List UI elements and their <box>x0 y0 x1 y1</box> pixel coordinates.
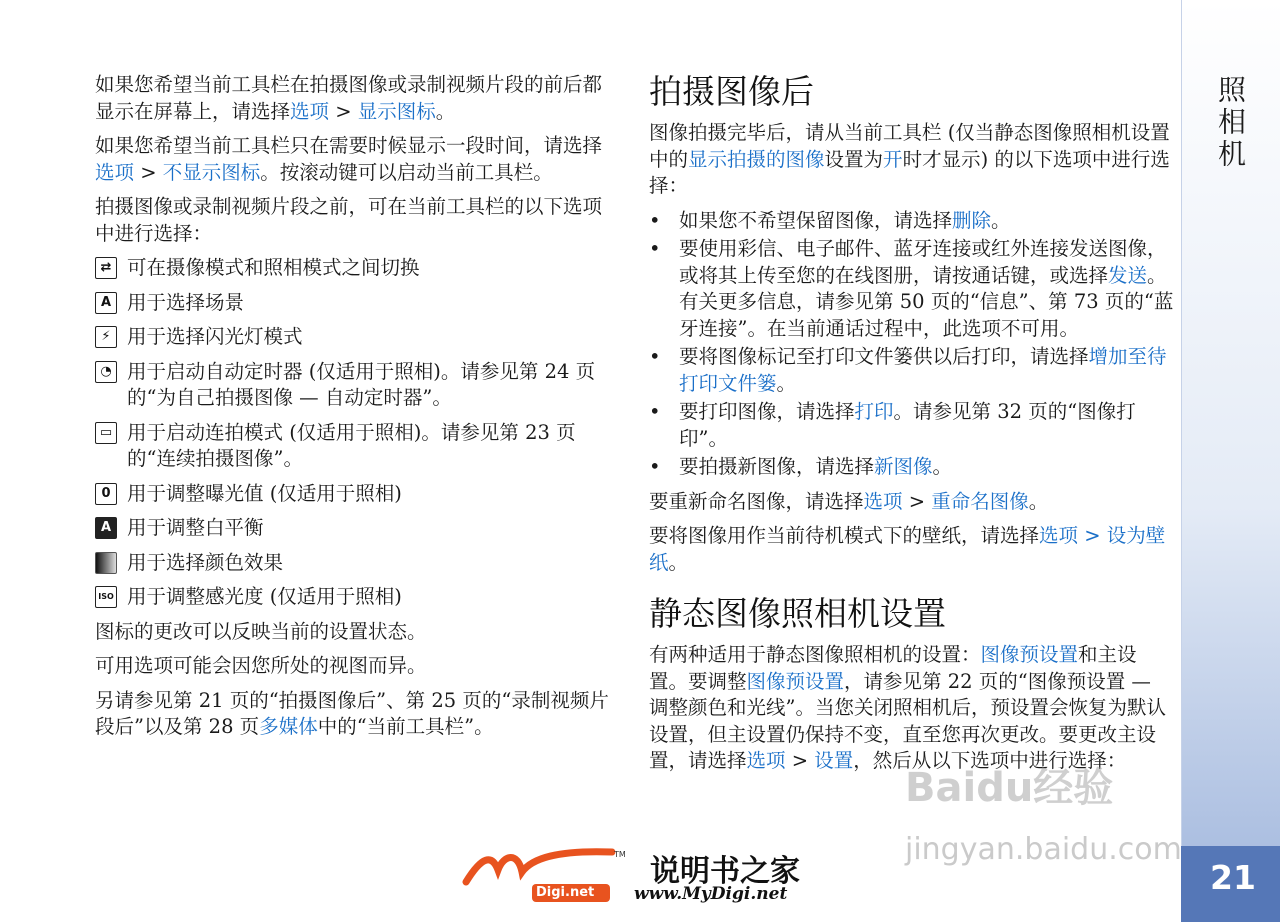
text: ，请参见第 22 页的“图像预设置 — 调整颜色和光线”。当您关闭照相机后，预设置会恢复为默认设置，但主设置仍保持不变，直至您再次更改。要更改主设置，请选择 <box>649 669 1166 772</box>
color-effect-icon <box>95 552 117 574</box>
text: 时才显示) 的以下选项中进行选择： <box>649 147 1170 197</box>
link-send[interactable]: 发送 <box>1108 263 1148 287</box>
text: 。请参见第 32 页的“图像打印”。 <box>679 400 1136 450</box>
text: 。 <box>991 208 1011 232</box>
text: > <box>134 160 163 184</box>
link-options[interactable]: 选项 <box>863 489 903 513</box>
icon-item-self-timer <box>95 359 620 412</box>
text: 要打印图像，请选择 <box>679 400 855 423</box>
text: 要拍摄新图像，请选择 <box>679 455 875 478</box>
link-image-presets[interactable]: 图像预设置 <box>746 669 845 693</box>
list-item <box>649 399 1174 452</box>
text: 设置为 <box>824 147 884 171</box>
logo-badge: Digi.net <box>536 885 595 900</box>
text: 如果您希望当前工具栏在拍摄图像或录制视频片段的前后都显示在屏幕上，请选择 <box>95 73 603 123</box>
text: > <box>902 489 932 513</box>
icon-item-text: 用于选择闪光灯模式 <box>127 325 303 348</box>
exposure-icon: 0 <box>95 483 117 505</box>
left-column <box>95 72 620 749</box>
icon-item-text: 用于选择颜色效果 <box>127 550 284 574</box>
link-options[interactable]: 选项 <box>95 160 135 184</box>
text: 。 <box>435 99 456 123</box>
list-item <box>649 344 1174 397</box>
icon-item-text: 用于调整感光度 (仅适用于照相) <box>127 585 402 608</box>
watermark-url: jingyan.baidu.com <box>905 832 1182 867</box>
link-options[interactable]: 选项 <box>1039 524 1079 547</box>
after-capture-list <box>649 208 1174 481</box>
paragraph-see-also <box>95 688 620 741</box>
link-on[interactable]: 开 <box>883 147 903 171</box>
paragraph-toolbar-hide <box>95 133 620 186</box>
paragraph-rename <box>649 489 1174 516</box>
paragraph-toolbar-show <box>95 72 620 125</box>
icon-item-switch <box>95 255 620 282</box>
text: 。 <box>932 455 953 478</box>
chapter-title: 照相机 <box>1214 75 1247 171</box>
text: 和主设置。要调整 <box>649 643 1137 693</box>
icon-item-flash <box>95 324 620 351</box>
icon-item-text: 可在摄像模式和照相模式之间切换 <box>127 256 420 279</box>
link-print[interactable]: 打印 <box>854 400 894 423</box>
paragraph-options-vary: 可用选项可能会因您所处的视图而异。 <box>95 654 427 677</box>
link-image-presets[interactable]: 图像预设置 <box>980 643 1079 666</box>
link-delete[interactable]: 删除 <box>952 208 992 232</box>
icon-item-color-effect <box>95 550 620 577</box>
mydigi-logo <box>462 846 822 906</box>
link-settings[interactable]: 设置 <box>814 749 854 772</box>
text: 。按滚动键可以启动当前工具栏。 <box>260 160 553 184</box>
watermark-text: Baidu经验 <box>905 765 1114 811</box>
paragraph-settings <box>649 642 1174 775</box>
icon-item-iso <box>95 584 620 611</box>
icon-item-text: 用于启动自动定时器 (仅适用于照相)。请参见第 24 页的“为自己拍摄图像 — 自动定时器”。 <box>127 359 596 409</box>
icon-item-text: 用于调整白平衡 <box>127 516 264 539</box>
icon-item-exposure <box>95 481 620 508</box>
link-add-to-print-basket[interactable]: 增加至待打印文件篓 <box>679 345 1167 395</box>
white-balance-icon: A <box>95 517 117 539</box>
text: ，然后从以下选项中进行选择： <box>853 749 1127 772</box>
logo-tm: TM <box>614 850 626 859</box>
logo-url: www.MyDigi.net <box>634 884 788 904</box>
paragraph-wallpaper <box>649 523 1174 576</box>
text: 。 <box>668 550 689 574</box>
text: 有两种适用于静态图像照相机的设置： <box>649 643 981 666</box>
text: 。有关更多信息，请参见第 50 页的“信息”、第 73 页的“蓝牙连接”。在当前通话过程中，此选项不可用。 <box>679 263 1174 340</box>
text: 如果您希望当前工具栏只在需要时候显示一段时间，请选择 <box>95 134 603 157</box>
link-options[interactable]: 选项 <box>746 749 786 772</box>
flash-icon: ⚡ <box>95 326 117 348</box>
logo-title: 说明书之家 <box>650 854 800 889</box>
heading-still-camera-settings: 静态图像照相机设置 <box>649 594 946 633</box>
link-multimedia[interactable]: 多媒体 <box>259 715 318 738</box>
icon-item-scene <box>95 290 620 317</box>
link-options[interactable]: 选项 <box>290 99 330 123</box>
heading-after-capture: 拍摄图像后 <box>649 72 814 111</box>
text: > <box>1078 524 1107 547</box>
list-item <box>649 236 1174 342</box>
link-hide-icons[interactable]: 不显示图标 <box>162 160 261 184</box>
link-new-image[interactable]: 新图像 <box>874 455 933 478</box>
text: 另请参见第 21 页的“拍摄图像后”、第 25 页的“录制视频片段后”以及第 28 页 <box>95 688 609 738</box>
text: 图像拍摄完毕后，请从当前工具栏 (仅当静态图像照相机设置中的 <box>649 121 1170 171</box>
link-show-icons[interactable]: 显示图标 <box>357 99 436 123</box>
text: 要将图像用作当前待机模式下的壁纸，请选择 <box>649 524 1040 547</box>
link-rename-image[interactable]: 重命名图像 <box>931 489 1029 513</box>
text: 如果您不希望保留图像，请选择 <box>679 208 953 232</box>
page-number: 21 <box>1210 858 1256 897</box>
text: 要将图像标记至打印文件篓供以后打印，请选择 <box>679 345 1089 368</box>
iso-icon: ISO <box>95 586 117 608</box>
list-item <box>649 454 1174 481</box>
camera-video-switch-icon: ⇄ <box>95 257 117 279</box>
self-timer-icon: ◔ <box>95 361 117 383</box>
text: 中的“当前工具栏”。 <box>317 715 494 738</box>
link-show-captured[interactable]: 显示拍摄的图像 <box>688 147 825 171</box>
text: 要使用彩信、电子邮件、蓝牙连接或红外连接发送图像，或将其上传至您的在线图册，请按通话键，或选择 <box>679 237 1167 287</box>
sequence-mode-icon: ▭ <box>95 422 117 444</box>
icon-item-text: 用于选择场景 <box>127 290 245 314</box>
paragraph-icon-state: 图标的更改可以反映当前的设置状态。 <box>95 619 427 643</box>
icon-item-text: 用于启动连拍模式 (仅适用于照相)。请参见第 23 页的“连续拍摄图像”。 <box>127 420 576 470</box>
paragraph-after-capture <box>649 120 1174 200</box>
text: 。 <box>776 371 797 395</box>
link-set-as-wallpaper[interactable]: 设为壁纸 <box>649 524 1166 574</box>
scene-icon: A <box>95 292 117 314</box>
text: > <box>785 749 815 772</box>
right-column <box>649 72 1174 783</box>
text: 要重新命名图像，请选择 <box>649 489 864 513</box>
text: 。 <box>1028 489 1049 513</box>
icon-item-text: 用于调整曝光值 (仅适用于照相) <box>127 481 402 505</box>
list-item <box>649 208 1174 235</box>
paragraph-before-capture: 拍摄图像或录制视频片段之前，可在当前工具栏的以下选项中进行选择： <box>95 195 603 245</box>
icon-item-white-balance <box>95 515 620 542</box>
text: > <box>329 99 358 123</box>
icon-item-sequence <box>95 420 620 473</box>
